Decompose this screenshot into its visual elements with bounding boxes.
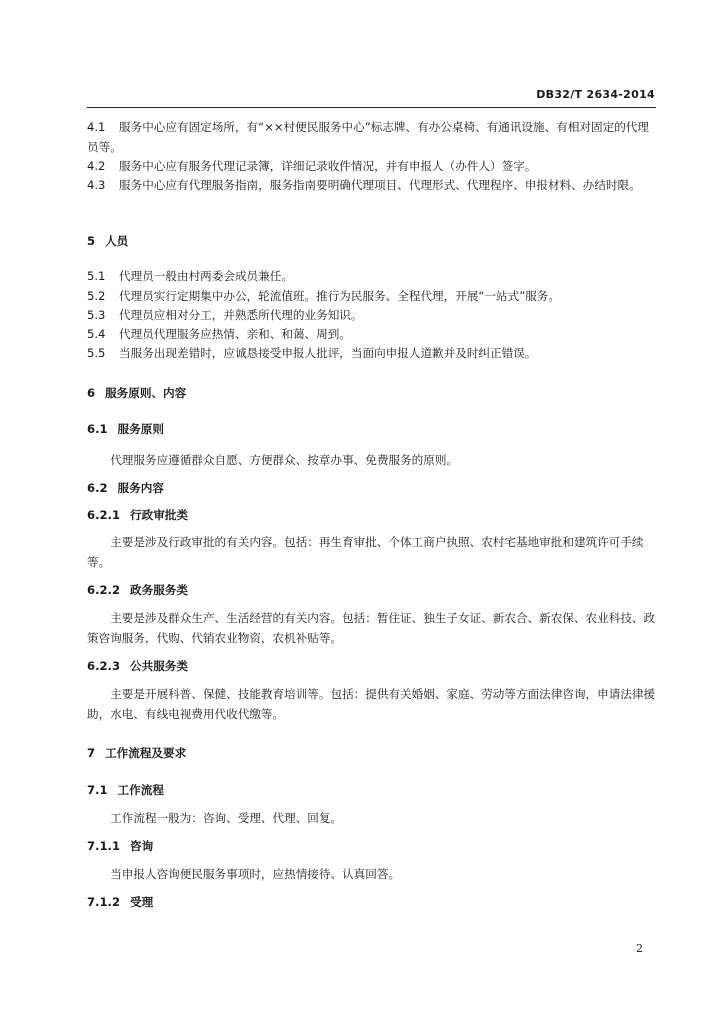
clause-number: 5.1 <box>87 269 106 283</box>
section-title: 人员 <box>105 234 129 248</box>
clause-text: 代理员一般由村两委会成员兼任。 <box>119 269 293 283</box>
clause-4-3 <box>87 175 657 195</box>
section-number: 6.2.2 <box>87 583 121 597</box>
clause-text: 代理员代理服务应热情、亲和、和蔼、周到。 <box>119 327 351 341</box>
clause-number: 5.5 <box>87 346 106 360</box>
clause-number: 4.2 <box>87 159 106 173</box>
section-title: 服务原则 <box>117 422 164 436</box>
clause-5-4 <box>87 324 657 344</box>
clause-5-3 <box>87 305 657 325</box>
clause-number: 5.2 <box>87 289 106 303</box>
header-rule <box>87 107 656 108</box>
section-number: 7.1 <box>87 783 108 797</box>
section-title: 工作流程及要求 <box>105 746 187 760</box>
subsection-heading-7-1-2 <box>87 894 657 910</box>
clause-5-1 <box>87 266 657 286</box>
section-title: 服务原则、内容 <box>105 386 187 400</box>
subsection-heading-6-1 <box>87 421 657 437</box>
section-heading-6 <box>87 385 657 401</box>
clause-4-2 <box>87 156 657 176</box>
clause-number: 4.1 <box>87 120 106 134</box>
subsection-heading-6-2-3 <box>87 658 657 674</box>
clause-text: 服务中心应有服务代理记录簿，详细记录收件情况，并有申报人（办件人）签字。 <box>119 159 537 173</box>
paragraph-6-2-1: 主要是涉及行政审批的有关内容。包括：再生育审批、个体工商户执照、农村宅基地审批和建筑许可手续等。 <box>87 535 644 569</box>
section-title: 公共服务类 <box>130 659 188 673</box>
section-title: 受理 <box>130 895 154 909</box>
section-heading-5 <box>87 233 657 249</box>
paragraph-6-2-2: 主要是涉及群众生产、生活经营的有关内容。包括：暂住证、独生子女证、新农合、新农保、农业科技、政策咨询服务，代购、代销农业物资，农机补贴等。 <box>87 611 656 645</box>
section-title: 政务服务类 <box>130 583 188 597</box>
section-number: 6.1 <box>87 422 108 436</box>
clause-text: 服务中心应有代理服务指南，服务指南要明确代理项目、代理形式、代理程序、申报材料、办结时限。 <box>119 178 641 192</box>
page-number: 2 <box>636 942 643 955</box>
section-title: 服务内容 <box>117 481 164 495</box>
subsection-heading-7-1-1 <box>87 838 657 854</box>
clause-5-5 <box>87 343 657 363</box>
paragraph-7-1: 工作流程一般为：咨询、受理、代理、回复。 <box>110 811 343 825</box>
clause-number: 5.4 <box>87 327 106 341</box>
clause-4-1 <box>87 117 657 157</box>
clause-text: 代理员实行定期集中办公，轮流值班。推行为民服务、全程代理，开展“一站式”服务。 <box>119 289 560 303</box>
clause-number: 4.3 <box>87 178 106 192</box>
document-code: DB32/T 2634-2014 <box>536 88 655 101</box>
section-number: 5 <box>87 234 96 248</box>
clause-text: 服务中心应有固定场所，有“××村便民服务中心”标志牌、有办公桌椅、有通讯设施、有相对固定的代理员等。 <box>87 120 649 154</box>
clause-text: 当服务出现差错时，应诚恳接受申报人批评，当面向申报人道歉并及时纠正错误。 <box>119 346 537 360</box>
section-title: 工作流程 <box>117 783 164 797</box>
clause-number: 5.3 <box>87 308 106 322</box>
subsection-heading-6-2-2 <box>87 582 657 598</box>
section-number: 7.1.2 <box>87 895 121 909</box>
subsection-heading-6-2-1 <box>87 507 657 523</box>
section-number: 6.2.3 <box>87 659 121 673</box>
section-number: 6.2 <box>87 481 108 495</box>
section-title: 咨询 <box>130 839 154 853</box>
section-number: 7 <box>87 746 96 760</box>
paragraph-6-1: 代理服务应遵循群众自愿、方便群众、按章办事、免费服务的原则。 <box>110 453 459 467</box>
paragraph-6-2-3: 主要是开展科普、保健、技能教育培训等。包括：提供有关婚姻、家庭、劳动等方面法律咨询，申请法律援助，水电、有线电视费用代收代缴等。 <box>87 687 656 721</box>
section-title: 行政审批类 <box>130 508 188 522</box>
section-number: 6 <box>87 386 96 400</box>
paragraph-7-1-1: 当申报人咨询便民服务事项时，应热情接待、认真回答。 <box>110 867 401 881</box>
section-heading-7 <box>87 745 657 761</box>
section-number: 6.2.1 <box>87 508 121 522</box>
section-number: 7.1.1 <box>87 839 121 853</box>
subsection-heading-7-1 <box>87 782 657 798</box>
clause-5-2 <box>87 286 657 306</box>
subsection-heading-6-2 <box>87 480 657 496</box>
clause-text: 代理员应相对分工，并熟悉所代理的业务知识。 <box>119 308 363 322</box>
